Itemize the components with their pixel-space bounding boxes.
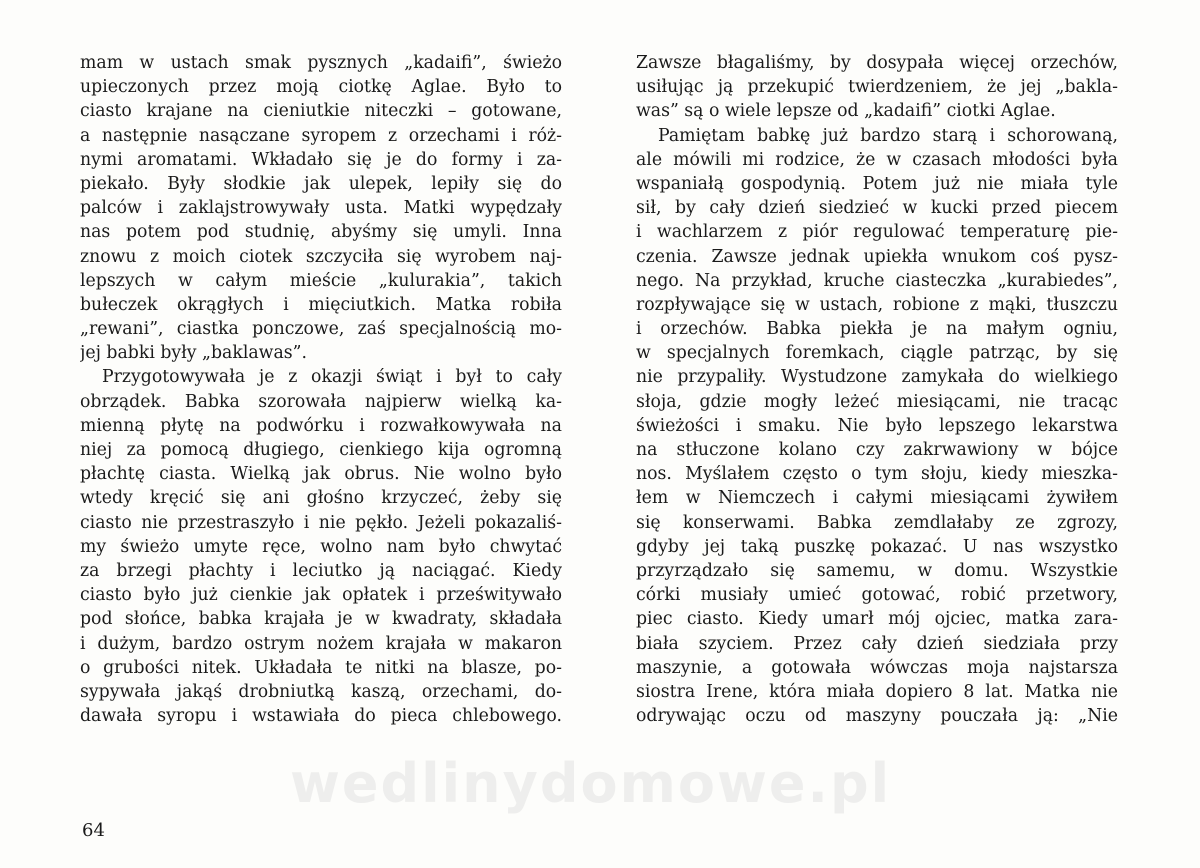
text-line: Pamiętam babkę już bardzo starą i schorowaną, (658, 125, 1118, 146)
text-line: biała szyciem. Przez cały dzień siedziała przy (636, 633, 1118, 654)
text-line: płachtę ciasta. Wielką jak obrus. Nie wolno było (80, 464, 562, 485)
text-line: nie przypaliły. Wystudzone zamykała do wielkiego (636, 367, 1118, 388)
text-line: mam w ustach smak pysznych „kadaifi”, świeżo (80, 53, 562, 73)
text-line: usiłując ją przekupić twierdzeniem, że jej „bakla- (636, 77, 1118, 98)
text-line: niej za pomocą długiego, cienkiego kija ogromną (80, 440, 562, 460)
text-line: czenia. Zawsze jednak upiekła wnukom coś pysz- (636, 246, 1118, 267)
text-line: córki musiały umieć gotować, robić przetwory, (636, 585, 1118, 606)
text-line: Zawsze błagaliśmy, by dosypała więcej orzechów, (636, 53, 1118, 73)
text-line: nos. Myślałem często o tym słoju, kiedy mieszka- (636, 464, 1118, 485)
text-line: w specjalnych foremkach, ciągle patrząc, by się (636, 343, 1118, 364)
text-line: słoja, gdzie mogły leżeć miesiącami, nie tracąc (636, 391, 1118, 412)
text-line: ciasto krajane na cieniutkie niteczki – gotowane, (80, 101, 562, 122)
text-line: przyrządzało się samemu, w domu. Wszystkie (636, 560, 1118, 581)
text-line: ale mówili mi rodzice, że w czasach młodości była (636, 149, 1118, 170)
text-line: a następnie nasączane syropem z orzechami i róż- (80, 125, 562, 146)
left-page-text (80, 51, 562, 728)
text-line: wtedy kręcić się ani głośno krzyczeć, żeby się (80, 488, 562, 509)
text-line: Przygotowywała je z okazji świąt i był to cały (102, 367, 562, 388)
text-line: nego. Na przykład, kruche ciasteczka „kurabiedes”, (636, 270, 1118, 291)
text-line: za brzegi płachty i leciutko ją naciągać. Kiedy (80, 560, 562, 581)
text-line: jej babki były „baklawas”. (80, 343, 307, 364)
text-line: nymi aromatami. Wkładało się je do formy i za- (80, 149, 562, 170)
text-line: sił, by cały dzień siedzieć w kucki przed piecem (636, 198, 1118, 219)
text-line: upieczonych przez moją ciotkę Aglae. Było to (80, 77, 562, 98)
text-line: i wachlarzem z piór regulować temperaturę pie- (636, 222, 1118, 243)
text-line: my świeżo umyte ręce, wolno nam było chwytać (80, 536, 562, 557)
text-line: sypywała jakąś drobniutką kaszą, orzechami, do- (80, 681, 562, 702)
text-line: palców i zaklajstrowywały usta. Matki wypędzały (80, 198, 562, 219)
text-line: odrywając oczu od maszyny pouczała ją: „Nie (636, 706, 1118, 727)
text-line: ciasto nie przestraszyło i nie pękło. Jeżeli pokazaliś- (80, 512, 562, 533)
text-line: łem w Niemczech i całymi miesiącami żywiłem (636, 488, 1118, 509)
text-line: lepszych w całym mieście „kulurakia”, takich (80, 270, 562, 291)
text-line: obrządek. Babka szorowała najpierw wielką ka- (80, 391, 562, 412)
text-line: maszynie, a gotowała wówczas moja najstarsza (636, 657, 1118, 678)
text-line: i dużym, bardzo ostrym nożem krajała w makaron (80, 633, 562, 654)
text-line: „rewani”, ciastka ponczowe, zaś specjalnością mo- (80, 319, 562, 340)
text-line: nas potem pod studnię, abyśmy się umyli. Inna (80, 222, 562, 243)
text-line: o grubości nitek. Układała te nitki na blasze, po- (80, 657, 562, 678)
text-line: gdyby jej taką puszkę pokazać. U nas wszystko (636, 536, 1118, 557)
text-line: piekało. Były słodkie jak ulepek, lepiły się do (80, 173, 562, 194)
right-page-text (636, 51, 1118, 728)
text-line: znowu z moich ciotek szczyciła się wyrobem naj- (80, 246, 562, 267)
text-line: wspaniałą gospodynią. Potem już nie miała tyle (636, 173, 1118, 194)
watermark: wedlinydomowe.pl (290, 752, 892, 815)
text-line: się konserwami. Babka zemdlałaby ze zgrozy, (636, 512, 1118, 533)
text-line: dawała syropu i wstawiała do pieca chlebowego. (80, 706, 562, 727)
text-line: ciasto było już cienkie jak opłatek i prześwitywało (80, 585, 562, 606)
text-line: mienną płytę na podwórku i rozwałkowywała na (80, 415, 562, 436)
text-line: na stłuczone kolano czy zakrwawiony w bójce (636, 440, 1118, 460)
text-line: was” są o wiele lepsze od „kadaifi” ciotki Aglae. (636, 101, 1056, 122)
text-line: świeżości i smaku. Nie było lepszego lekarstwa (636, 415, 1118, 436)
text-line: i orzechów. Babka piekła je na małym ogniu, (636, 319, 1118, 340)
text-line: pod słońce, babka krajała je w kwadraty, składała (80, 609, 562, 630)
text-line: bułeczek okrągłych i mięciutkich. Matka robiła (80, 294, 562, 315)
text-line: siostra Irene, która miała dopiero 8 lat. Matka nie (636, 681, 1118, 702)
page-number: 64 (82, 820, 105, 841)
text-line: rozpływające się w ustach, robione z mąki, tłuszczu (636, 294, 1118, 315)
text-line: piec ciasto. Kiedy umarł mój ojciec, matka zara- (636, 609, 1118, 630)
